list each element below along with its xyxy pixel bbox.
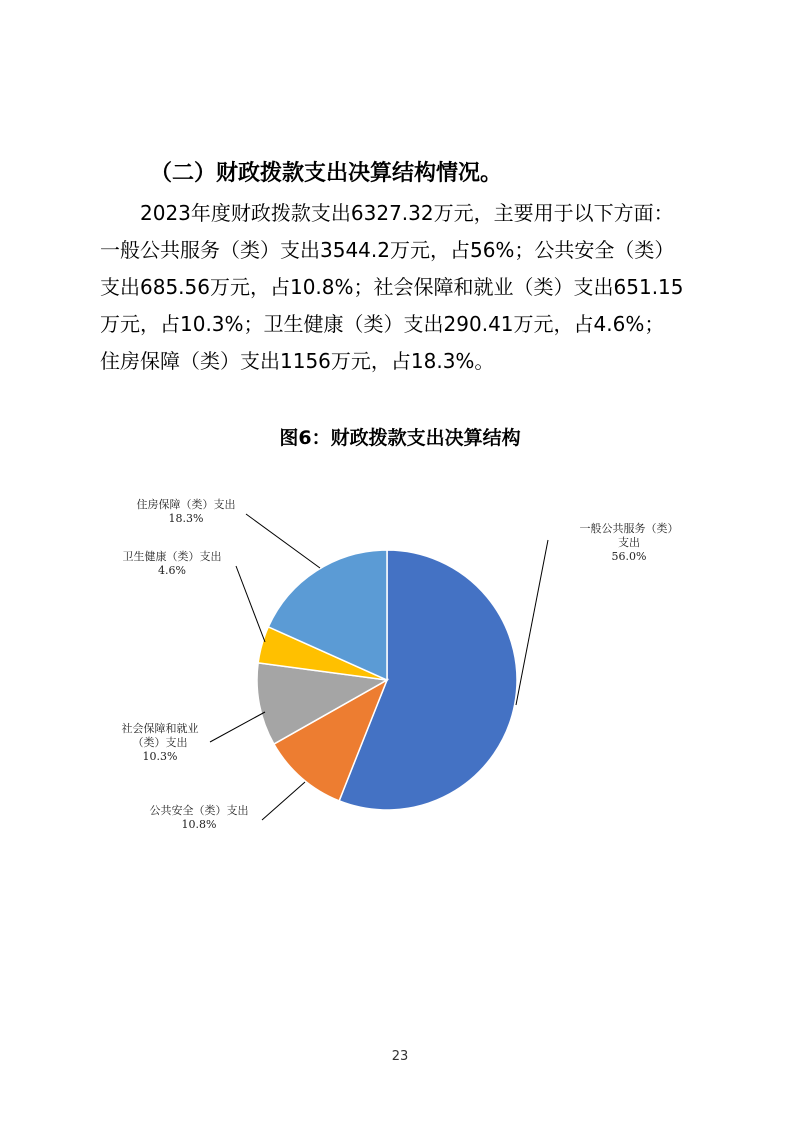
slice-label-1: [570, 522, 688, 564]
slice-label-line: 支出: [618, 536, 640, 549]
slice-percent-label: 56.0%: [611, 550, 647, 563]
leader-line-2: [262, 782, 305, 820]
paragraph-line-4: 万元，占10.3%；卫生健康（类）支出290.41万元，占4.6%；: [100, 312, 665, 336]
slice-label-3: [110, 722, 210, 764]
slice-percent-label: 10.8%: [181, 818, 217, 831]
leader-line-3: [210, 712, 265, 742]
slice-percent-label: 18.3%: [168, 512, 204, 525]
slice-label-5: [126, 498, 246, 526]
slice-label-2: [140, 804, 258, 832]
slice-percent-label: 10.3%: [142, 750, 178, 763]
chart-title: 图6：财政拨款支出决算结构: [279, 427, 521, 449]
slice-label-4: [112, 550, 232, 578]
slice-label-line: 社会保障和就业: [121, 722, 199, 735]
paragraph-line-5: 住房保障（类）支出1156万元，占18.3%。: [100, 349, 495, 373]
slice-percent-label: 4.6%: [158, 564, 186, 577]
leader-line-4: [236, 566, 265, 642]
paragraph-line-2: 一般公共服务（类）支出3544.2万元，占56%；公共安全（类）: [100, 238, 675, 262]
section-heading: （二）财政拨款支出决算结构情况。: [150, 161, 503, 186]
leader-line-1: [516, 540, 548, 705]
slice-label-line: 住房保障（类）支出: [136, 498, 236, 511]
leader-line-5: [246, 514, 320, 568]
slice-label-line: 一般公共服务（类）: [579, 522, 679, 535]
page-number: 23: [391, 1049, 409, 1064]
paragraph-line-3: 支出685.56万元，占10.8%；社会保障和就业（类）支出651.15: [100, 275, 684, 299]
paragraph-line-1: 2023年度财政拨款支出6327.32万元，主要用于以下方面：: [140, 201, 674, 225]
slice-label-line: （类）支出: [132, 736, 188, 749]
slice-label-line: 公共安全（类）支出: [149, 804, 249, 817]
slice-label-line: 卫生健康（类）支出: [122, 550, 222, 563]
